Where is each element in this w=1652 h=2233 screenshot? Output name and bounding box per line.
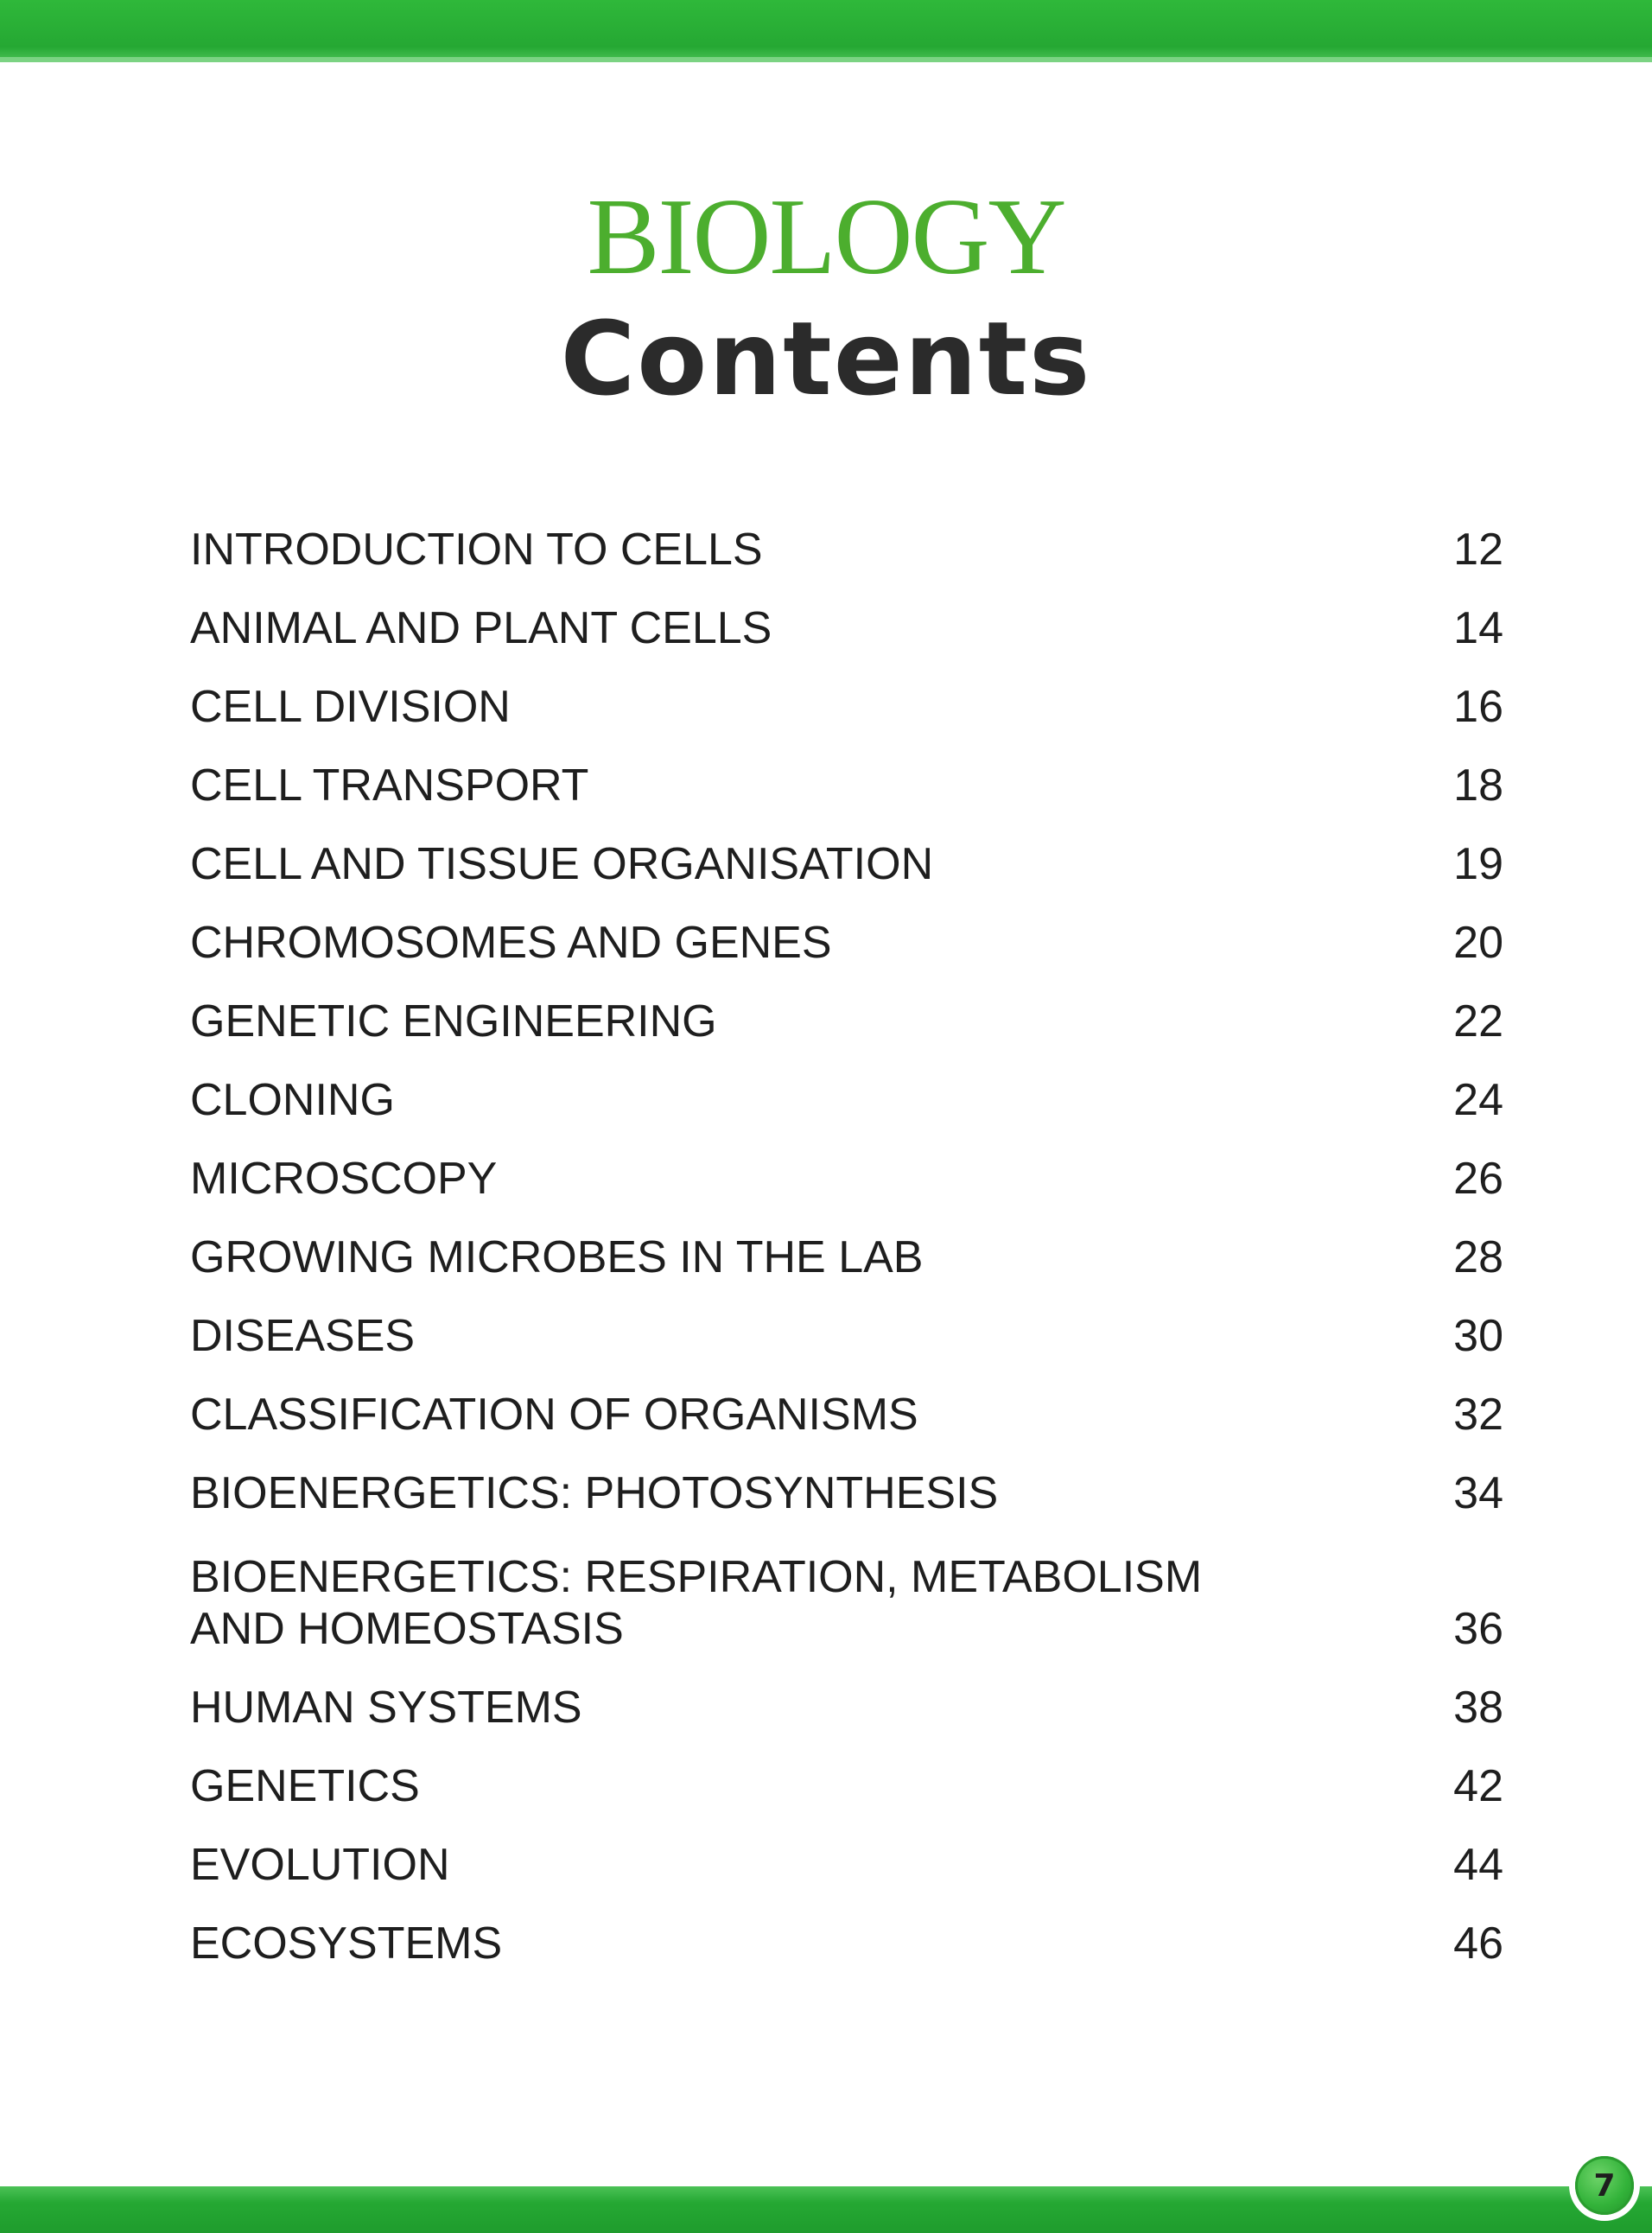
toc-entry-page: 34 — [1453, 1468, 1503, 1518]
toc-entry[interactable] — [190, 1283, 1503, 1362]
toc-entry-title: EVOLUTION — [190, 1840, 450, 1890]
toc-entry-page: 22 — [1453, 996, 1503, 1047]
toc-entry-page: 38 — [1453, 1683, 1503, 1733]
toc-entry-page: 28 — [1453, 1232, 1503, 1282]
toc-entry-title: HUMAN SYSTEMS — [190, 1683, 582, 1733]
toc-entry-title: DISEASES — [190, 1311, 416, 1361]
toc-entry[interactable] — [190, 1655, 1503, 1734]
bottom-green-band — [0, 2186, 1652, 2233]
toc-entry[interactable] — [190, 1126, 1503, 1205]
table-of-contents — [190, 497, 1503, 1969]
page-number-badge — [1569, 2150, 1640, 2221]
top-band-highlight — [0, 57, 1652, 62]
toc-entry-title: MICROSCOPY — [190, 1154, 498, 1204]
toc-entry-title-line-2: AND HOMEOSTASIS — [190, 1604, 624, 1654]
toc-entry-title: CELL DIVISION — [190, 682, 511, 732]
toc-entry-title: BIOENERGETICS: PHOTOSYNTHESIS — [190, 1468, 999, 1518]
toc-entry-page: 42 — [1453, 1761, 1503, 1811]
toc-entry-page: 20 — [1453, 918, 1503, 968]
toc-entry-page: 14 — [1453, 603, 1503, 653]
toc-entry-page: 24 — [1453, 1075, 1503, 1125]
top-green-band — [0, 0, 1652, 62]
toc-entry-title: CLASSIFICATION OF ORGANISMS — [190, 1390, 918, 1440]
toc-entry-title: CLONING — [190, 1075, 395, 1125]
toc-entry[interactable] — [190, 969, 1503, 1047]
toc-entry[interactable] — [190, 1205, 1503, 1283]
toc-entry[interactable] — [190, 497, 1503, 576]
toc-entry-title: CELL TRANSPORT — [190, 760, 589, 811]
toc-entry[interactable] — [190, 1812, 1503, 1891]
toc-entry-page: 19 — [1453, 839, 1503, 889]
toc-entry-page: 12 — [1453, 525, 1503, 575]
toc-entry-page: 16 — [1453, 682, 1503, 732]
toc-entry-page: 18 — [1453, 760, 1503, 811]
toc-entry-title: INTRODUCTION TO CELLS — [190, 525, 763, 575]
toc-entry-title: GROWING MICROBES IN THE LAB — [190, 1232, 924, 1282]
toc-entry-title: ANIMAL AND PLANT CELLS — [190, 603, 772, 653]
toc-entry[interactable] — [190, 1441, 1503, 1519]
toc-entry-title: CELL AND TISSUE ORGANISATION — [190, 839, 934, 889]
toc-entry-title: CHROMOSOMES AND GENES — [190, 918, 832, 968]
toc-entry-page: 36 — [1453, 1604, 1503, 1654]
toc-entry-page: 26 — [1453, 1154, 1503, 1204]
toc-entry-page: 30 — [1453, 1311, 1503, 1361]
toc-entry[interactable] — [190, 654, 1503, 733]
toc-entry-title-line-1: BIOENERGETICS: RESPIRATION, METABOLISM — [190, 1552, 1203, 1602]
toc-entry-title: ECOSYSTEMS — [190, 1918, 503, 1969]
toc-entry-title: GENETICS — [190, 1761, 420, 1811]
toc-entry[interactable] — [190, 1047, 1503, 1126]
contents-title: Contents — [560, 299, 1092, 418]
toc-entry-page: 46 — [1453, 1918, 1503, 1969]
toc-entry-page: 44 — [1453, 1840, 1503, 1890]
toc-entry[interactable] — [190, 1362, 1503, 1441]
page-number: 7 — [1575, 2156, 1634, 2215]
toc-entry[interactable] — [190, 1734, 1503, 1812]
toc-entry[interactable] — [190, 1519, 1503, 1655]
toc-entry[interactable] — [190, 890, 1503, 969]
toc-entry[interactable] — [190, 733, 1503, 811]
toc-entry-title: GENETIC ENGINEERING — [190, 996, 717, 1047]
toc-entry[interactable] — [190, 1891, 1503, 1969]
toc-entry[interactable] — [190, 576, 1503, 654]
toc-entry-page: 32 — [1453, 1390, 1503, 1440]
toc-entry[interactable] — [190, 811, 1503, 890]
subject-heading: BIOLOGY — [587, 177, 1065, 297]
toc-entry-title — [190, 1551, 1202, 1655]
